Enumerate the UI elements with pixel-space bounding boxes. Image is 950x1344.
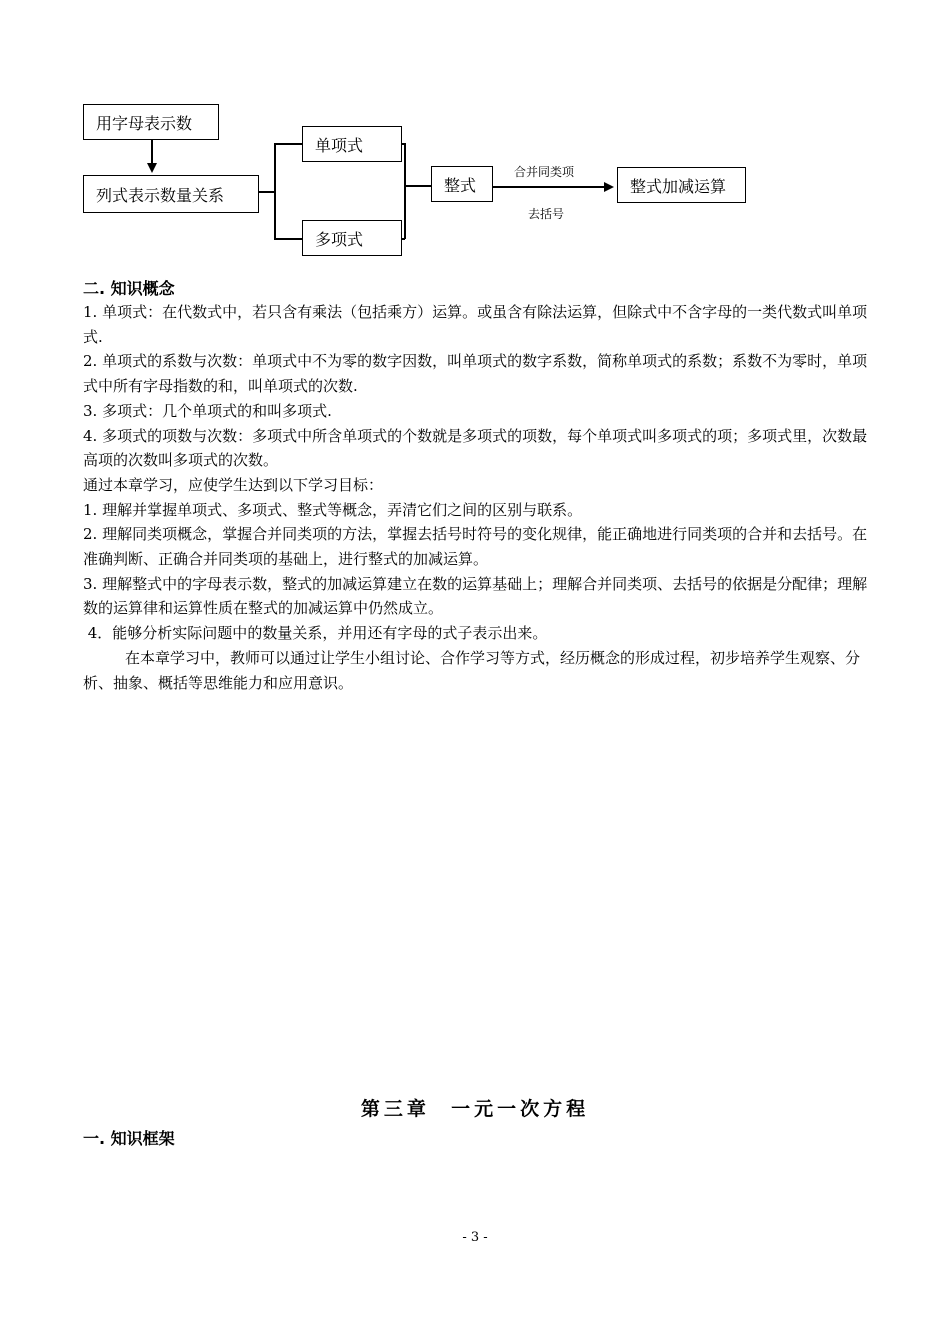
node-monomial: 单项式 <box>302 126 402 162</box>
section-body <box>83 300 873 695</box>
bracket-left-stub <box>259 191 274 193</box>
arrow-down-head <box>147 163 157 173</box>
paragraph-polynomial-terms-degree: 4. 多项式的项数与次数：多项式中所含单项式的个数就是多项式的项数，每个单项式叫多项式的项；多项式里，次数最高项的次数叫多项式的次数。 <box>83 426 868 470</box>
arrow-right-head <box>604 182 614 192</box>
node-integral-expression: 整式 <box>431 166 493 202</box>
connector-down-line <box>151 140 153 165</box>
paragraph-goal-3: 3. 理解整式中的字母表示数，整式的加减运算建立在数的运算基础上；理解合并同类项、去括号的依据是分配律；理解数的运算律和运算性质在整式的加减运算中仍然成立。 <box>83 574 868 618</box>
edge-label-remove-brackets: 去括号 <box>528 207 565 221</box>
chapter-title: 第三章 一元一次方程 <box>360 1098 590 1120</box>
node-add-subtract: 整式加减运算 <box>617 167 746 203</box>
paragraph-goal-4: 4．能够分析实际问题中的数量关系，并用还有字母的式子表示出来。 <box>83 624 548 643</box>
bracket-right-stub <box>404 185 431 187</box>
section-heading-knowledge-concepts: 二. 知识概念 <box>83 279 175 298</box>
page-number: - 3 - <box>462 1230 488 1245</box>
node-write-expressions: 列式表示数量关系 <box>83 175 259 213</box>
edge-label-combine-like-terms: 合并同类项 <box>514 165 575 179</box>
bracket-right-vertical <box>404 143 406 239</box>
node-letters-for-numbers: 用字母表示数 <box>83 104 219 140</box>
section-heading-knowledge-framework: 一. 知识框架 <box>83 1129 175 1148</box>
arrow-right-line <box>493 186 605 188</box>
paragraph-goals-intro: 通过本章学习，应使学生达到以下学习目标： <box>83 475 384 494</box>
bracket-left-bottom <box>274 238 302 240</box>
paragraph-polynomial-definition: 3. 多项式：几个单项式的和叫多项式. <box>83 401 332 420</box>
paragraph-teaching-note: 在本章学习中，教师可以通过让学生小组讨论、合作学习等方式，经历概念的形成过程，初步培养学生观察、分析、抽象、概括等思维能力和应用意识。 <box>83 648 861 692</box>
paragraph-monomial-definition: 1. 单项式：在代数式中，若只含有乘法（包括乘方）运算。或虽含有除法运算，但除式中不含字母的一类代数式叫单项式. <box>83 303 868 346</box>
bracket-left-vertical <box>274 143 276 239</box>
paragraph-goal-1: 1. 理解并掌握单项式、多项式、整式等概念，弄清它们之间的区别与联系。 <box>83 500 583 519</box>
paragraph-monomial-coefficient-degree: 2. 单项式的系数与次数：单项式中不为零的数字因数，叫单项式的数字系数，简称单项式的系数；系数不为零时，单项式中所有字母指数的和，叫单项式的次数. <box>83 352 868 396</box>
node-polynomial: 多项式 <box>302 220 402 256</box>
bracket-left-top <box>274 143 302 145</box>
paragraph-goal-2: 2. 理解同类项概念，掌握合并同类项的方法，掌握去括号时符号的变化规律，能正确地进行同类项的合并和去括号。在准确判断、正确合并同类项的基础上，进行整式的加减运算。 <box>83 525 868 569</box>
